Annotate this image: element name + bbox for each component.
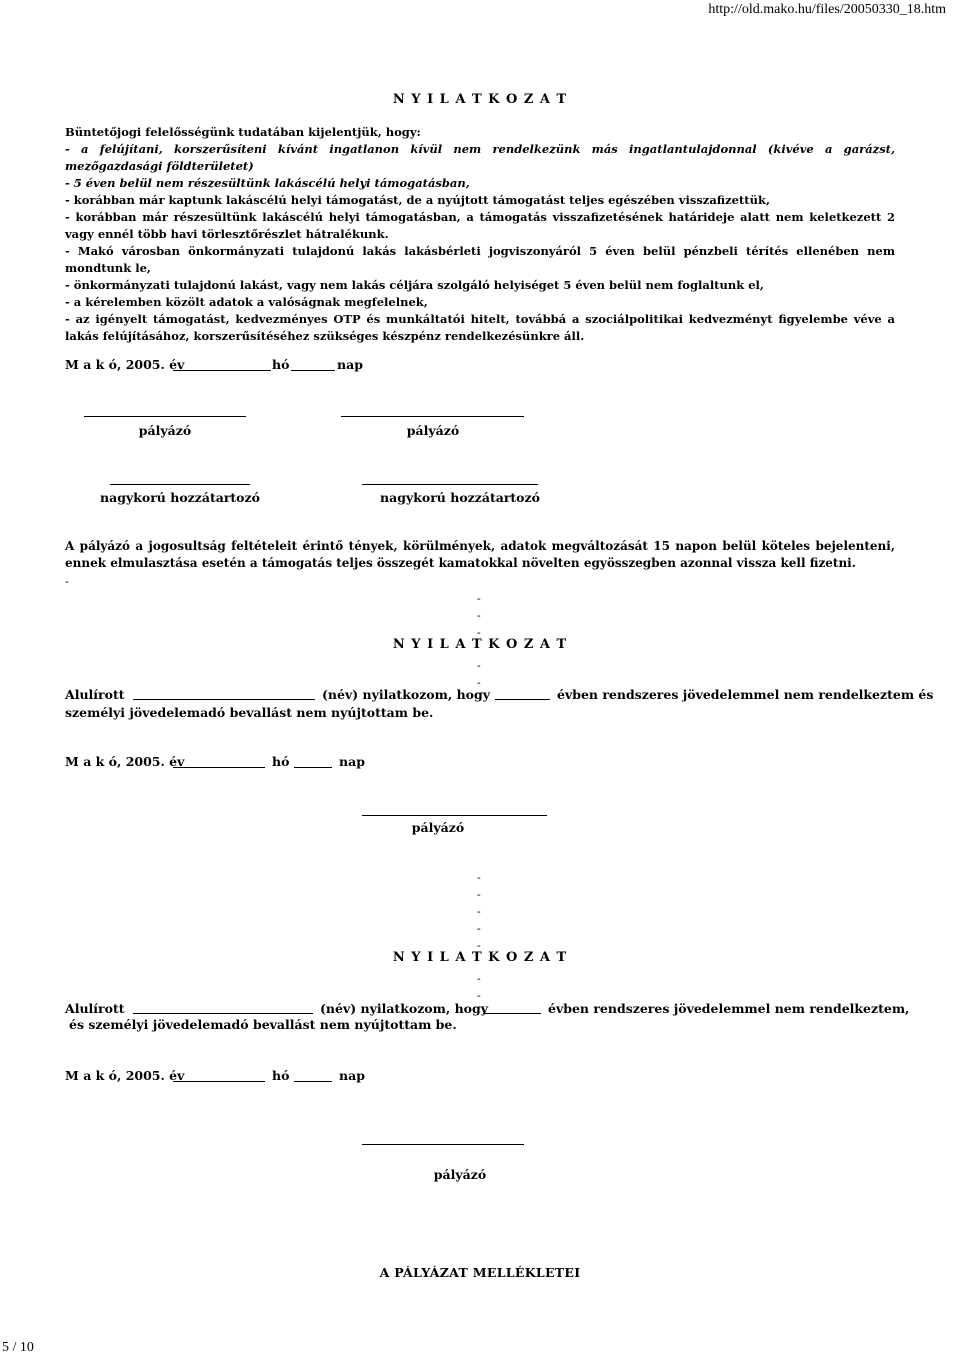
signature-label: nagykorú hozzátartozó xyxy=(100,490,260,505)
undersigned-label: Alulírott xyxy=(65,1001,125,1016)
declaration-text xyxy=(65,124,895,345)
attachments-heading: A PÁLYÁZAT MELLÉKLETEI xyxy=(379,1265,581,1280)
name-blank[interactable] xyxy=(133,699,315,700)
declaration-item: - korábban már kaptunk lakáscélú helyi támogatást, de a nyújtott támogatást teljes egészében visszafizettük, xyxy=(65,193,770,207)
month-blank[interactable] xyxy=(294,1081,332,1082)
divider-dash: - xyxy=(477,871,481,884)
signature-line[interactable] xyxy=(362,815,547,816)
year-blank[interactable] xyxy=(173,370,271,371)
signature-label: pályázó xyxy=(411,820,465,835)
divider-dash: - xyxy=(477,905,481,918)
signature-label: pályázó xyxy=(406,423,460,438)
income-statement: évben rendszeres jövedelemmel nem rendelkeztem, xyxy=(548,1001,910,1016)
year-blank[interactable] xyxy=(173,767,265,768)
divider-dash: - xyxy=(477,888,481,901)
name-label: (név) nyilatkozom, hogy xyxy=(322,687,490,702)
date-day-label: nap xyxy=(337,357,363,372)
year-blank[interactable] xyxy=(483,1013,541,1014)
divider-dash: - xyxy=(477,659,481,672)
section1-title: N Y I L A T K O Z A T xyxy=(392,92,568,107)
signature-label: nagykorú hozzátartozó xyxy=(380,490,540,505)
divider-dash: - xyxy=(477,676,481,689)
signature-line[interactable] xyxy=(362,1144,524,1145)
signature-label: pályázó xyxy=(433,1167,487,1182)
name-label: (név) nyilatkozom, hogy xyxy=(320,1001,488,1016)
signature-line[interactable] xyxy=(362,484,538,485)
name-blank[interactable] xyxy=(133,1013,313,1014)
declaration-intro: Büntetőjogi felelősségünk tudatában kijelentjük, hogy: xyxy=(65,125,421,139)
divider-dash: - xyxy=(477,609,481,622)
declaration-item: - önkormányzati tulajdonú lakást, vagy nem lakás céljára szolgáló helyiséget 5 éven belül nem foglaltunk el, xyxy=(65,278,764,292)
year-blank[interactable] xyxy=(495,699,550,700)
page-url: http://old.mako.hu/files/20050330_18.htm xyxy=(708,2,946,17)
declaration-item: - Makó városban önkormányzati tulajdonú lakás lakásbérleti jogviszonyáról 5 éven belül pénzbeli térítés ellenében nem mondtunk le, xyxy=(65,244,895,275)
date-day-label: nap xyxy=(339,754,365,769)
month-blank[interactable] xyxy=(294,767,332,768)
date-month-label: hó xyxy=(272,1068,290,1083)
date-city: M a k ó, 2005. év xyxy=(65,754,185,769)
date-month-label: hó xyxy=(272,357,290,372)
date-city: M a k ó, 2005. év xyxy=(65,357,185,372)
divider-dash: - xyxy=(477,626,481,639)
tax-statement: személyi jövedelemadó bevallást nem nyújtottam be. xyxy=(65,705,434,720)
declaration-item: - az igényelt támogatást, kedvezményes OTP és munkáltatói hitelt, továbbá a szociálpolitikai kedvezményt figyelembe véve a lakás felújításához, korszerűsítéséhez szükséges készpénz rendelkezésünkre áll. xyxy=(65,312,895,343)
page-number: 5 / 10 xyxy=(2,1340,34,1355)
signature-line[interactable] xyxy=(341,416,524,417)
signature-line[interactable] xyxy=(84,416,246,417)
divider-dash: - xyxy=(477,939,481,952)
date-day-label: nap xyxy=(339,1068,365,1083)
divider-dash: - xyxy=(477,972,481,985)
income-statement: évben rendszeres jövedelemmel nem rendelkeztem és xyxy=(557,687,934,702)
divider-dash: - xyxy=(65,575,69,588)
divider-dash: - xyxy=(477,592,481,605)
declaration-item: - a felújítani, korszerűsíteni kívánt ingatlanon kívül nem rendelkezünk más ingatlantulajdonnal (kivéve a garázst, mezőgazdasági földterületet) xyxy=(65,142,895,173)
tax-statement: és személyi jövedelemadó bevallást nem nyújtottam be. xyxy=(69,1017,457,1032)
divider-dash: - xyxy=(477,989,481,1002)
date-month-label: hó xyxy=(272,754,290,769)
date-city: M a k ó, 2005. év xyxy=(65,1068,185,1083)
notice-text: A pályázó a jogosultság feltételeit érintő tények, körülmények, adatok megváltozását 15 napon belül köteles bejelenteni, ennek elmulasztása esetén a támogatás teljes összegét kamatokkal növelten egyösszegben azonnal vissza kell fizetni. xyxy=(65,539,895,570)
undersigned-label: Alulírott xyxy=(65,687,125,702)
section2-title: N Y I L A T K O Z A T xyxy=(392,637,568,652)
month-blank[interactable] xyxy=(291,370,335,371)
signature-label: pályázó xyxy=(138,423,192,438)
declaration-item: - a kérelemben közölt adatok a valóságnak megfelelnek, xyxy=(65,295,428,309)
declaration-item: - korábban már részesültünk lakáscélú helyi támogatásban, a támogatás visszafizetésének határideje alatt nem keletkezett 2 vagy ennél több havi törlesztőrészlet hátralékunk. xyxy=(65,210,895,241)
divider-dash: - xyxy=(477,922,481,935)
section3-title: N Y I L A T K O Z A T xyxy=(392,950,568,965)
signature-line[interactable] xyxy=(110,484,250,485)
year-blank[interactable] xyxy=(173,1081,265,1082)
declaration-item: - 5 éven belül nem részesültünk lakáscélú helyi támogatásban, xyxy=(65,176,470,190)
